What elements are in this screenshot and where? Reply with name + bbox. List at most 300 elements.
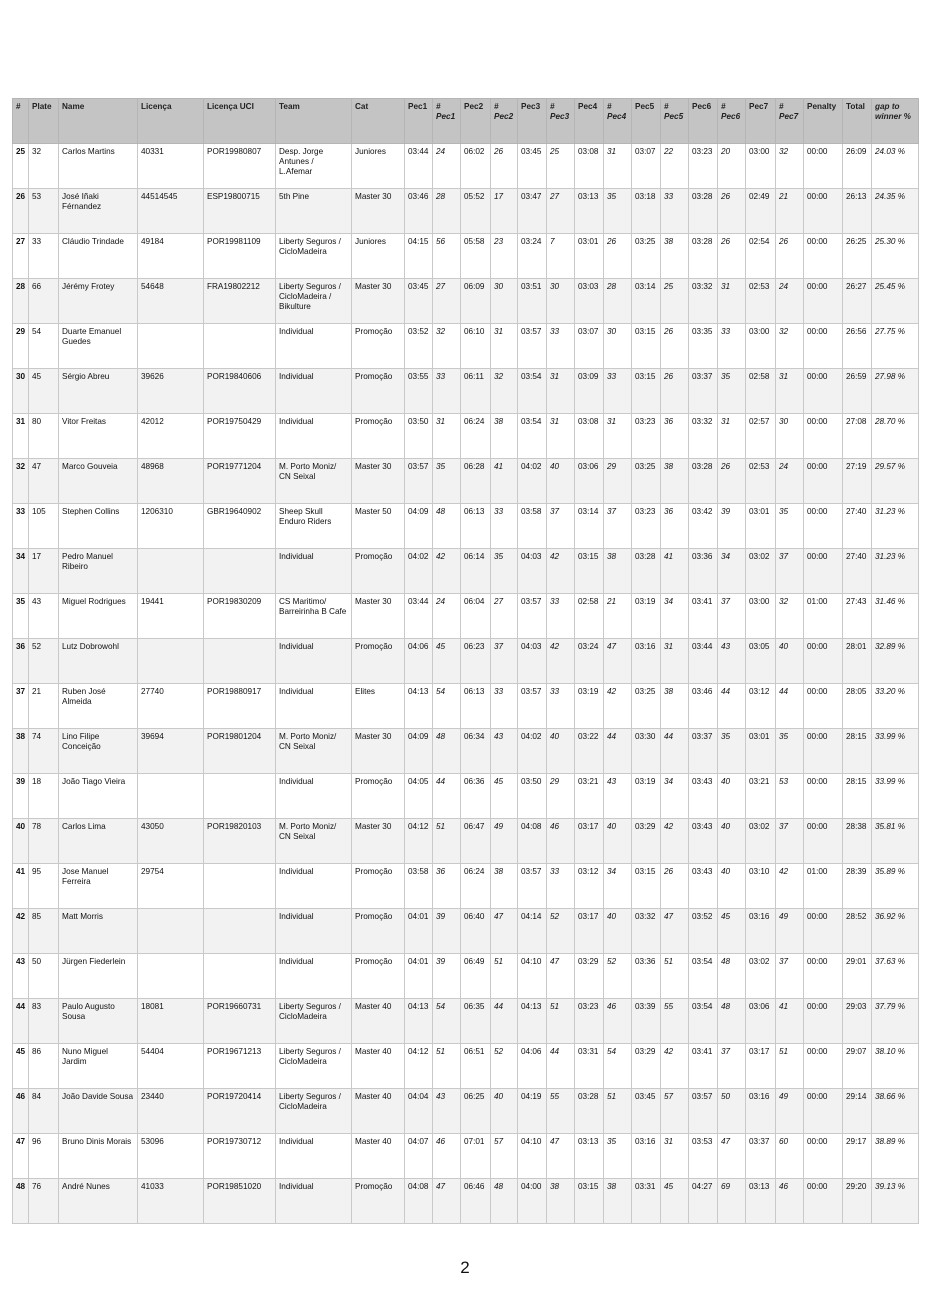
cell-r4: 21 — [604, 594, 632, 639]
column-header-p1: Pec1 — [405, 99, 433, 144]
cell-r4: 46 — [604, 999, 632, 1044]
cell-name: Carlos Martins — [59, 144, 138, 189]
cell-cat: Juniores — [352, 234, 405, 279]
cell-p3: 03:57 — [518, 594, 547, 639]
cell-uci: POR19981109 — [204, 234, 276, 279]
cell-team: Individual — [276, 639, 352, 684]
cell-uci: POR19880917 — [204, 684, 276, 729]
cell-p3: 03:24 — [518, 234, 547, 279]
cell-lic: 43050 — [138, 819, 204, 864]
cell-total: 29:03 — [843, 999, 872, 1044]
cell-r1: 56 — [433, 234, 461, 279]
cell-gap: 37.63 % — [872, 954, 919, 999]
cell-p5: 03:29 — [632, 819, 661, 864]
column-header-r7: # Pec7 — [776, 99, 804, 144]
cell-plate: 53 — [29, 189, 59, 234]
cell-r7: 35 — [776, 504, 804, 549]
cell-r6: 43 — [718, 639, 746, 684]
cell-r4: 28 — [604, 279, 632, 324]
cell-p1: 04:12 — [405, 819, 433, 864]
cell-plate: 66 — [29, 279, 59, 324]
cell-r7: 37 — [776, 954, 804, 999]
cell-r5: 31 — [661, 639, 689, 684]
cell-r7: 40 — [776, 639, 804, 684]
table-row — [13, 144, 919, 189]
cell-name: João Davide Sousa — [59, 1089, 138, 1134]
cell-r7: 31 — [776, 369, 804, 414]
cell-r6: 37 — [718, 594, 746, 639]
cell-p1: 04:07 — [405, 1134, 433, 1179]
cell-pen: 00:00 — [804, 774, 843, 819]
cell-r6: 20 — [718, 144, 746, 189]
cell-gap: 35.89 % — [872, 864, 919, 909]
cell-pen: 01:00 — [804, 594, 843, 639]
cell-name: Jérémy Frotey — [59, 279, 138, 324]
cell-r5: 42 — [661, 819, 689, 864]
cell-p5: 03:39 — [632, 999, 661, 1044]
cell-r7: 41 — [776, 999, 804, 1044]
cell-p6: 03:23 — [689, 144, 718, 189]
cell-plate: 84 — [29, 1089, 59, 1134]
cell-total: 29:17 — [843, 1134, 872, 1179]
cell-p1: 04:15 — [405, 234, 433, 279]
cell-p7: 02:53 — [746, 459, 776, 504]
cell-gap: 38.66 % — [872, 1089, 919, 1134]
cell-team: Sheep Skull Enduro Riders — [276, 504, 352, 549]
cell-p5: 03:32 — [632, 909, 661, 954]
cell-p5: 03:18 — [632, 189, 661, 234]
column-header-cat: Cat — [352, 99, 405, 144]
cell-p1: 04:02 — [405, 549, 433, 594]
cell-team: Individual — [276, 369, 352, 414]
cell-p7: 03:21 — [746, 774, 776, 819]
cell-r7: 21 — [776, 189, 804, 234]
cell-r3: 40 — [547, 729, 575, 774]
cell-name: Lutz Dobrowohl — [59, 639, 138, 684]
cell-lic: 49184 — [138, 234, 204, 279]
cell-p1: 03:44 — [405, 144, 433, 189]
table-row — [13, 954, 919, 999]
cell-gap: 25.30 % — [872, 234, 919, 279]
cell-plate: 47 — [29, 459, 59, 504]
cell-r3: 27 — [547, 189, 575, 234]
table-row — [13, 909, 919, 954]
cell-lic: 44514545 — [138, 189, 204, 234]
cell-p7: 02:58 — [746, 369, 776, 414]
cell-p4: 03:08 — [575, 414, 604, 459]
cell-p2: 06:24 — [461, 864, 491, 909]
cell-p5: 03:16 — [632, 1134, 661, 1179]
cell-r1: 24 — [433, 594, 461, 639]
cell-r5: 34 — [661, 594, 689, 639]
table-row — [13, 1044, 919, 1089]
cell-r5: 26 — [661, 369, 689, 414]
cell-p6: 03:52 — [689, 909, 718, 954]
cell-r4: 26 — [604, 234, 632, 279]
cell-gap: 31.23 % — [872, 549, 919, 594]
cell-p2: 06:36 — [461, 774, 491, 819]
cell-gap: 29.57 % — [872, 459, 919, 504]
cell-pen: 00:00 — [804, 324, 843, 369]
cell-cat: Promoção — [352, 369, 405, 414]
column-header-p3: Pec3 — [518, 99, 547, 144]
cell-r3: 38 — [547, 1179, 575, 1224]
cell-p6: 03:54 — [689, 954, 718, 999]
cell-p1: 04:01 — [405, 954, 433, 999]
cell-r7: 26 — [776, 234, 804, 279]
cell-p3: 03:54 — [518, 414, 547, 459]
table-row — [13, 774, 919, 819]
cell-p7: 03:01 — [746, 504, 776, 549]
cell-lic: 40331 — [138, 144, 204, 189]
cell-p3: 04:03 — [518, 639, 547, 684]
cell-p1: 04:13 — [405, 684, 433, 729]
cell-p2: 06:13 — [461, 504, 491, 549]
column-header-p5: Pec5 — [632, 99, 661, 144]
cell-p2: 06:28 — [461, 459, 491, 504]
cell-r7: 24 — [776, 459, 804, 504]
cell-name: Miguel Rodrigues — [59, 594, 138, 639]
cell-team: Individual — [276, 864, 352, 909]
cell-total: 29:01 — [843, 954, 872, 999]
cell-team: CS Maritimo/ Barreirinha B Cafe — [276, 594, 352, 639]
cell-p2: 05:58 — [461, 234, 491, 279]
cell-r7: 51 — [776, 1044, 804, 1089]
cell-r3: 42 — [547, 549, 575, 594]
cell-name: Carlos Lima — [59, 819, 138, 864]
cell-uci: POR19750429 — [204, 414, 276, 459]
cell-r1: 46 — [433, 1134, 461, 1179]
cell-p2: 06:14 — [461, 549, 491, 594]
cell-r1: 28 — [433, 189, 461, 234]
cell-p6: 03:57 — [689, 1089, 718, 1134]
cell-r4: 47 — [604, 639, 632, 684]
cell-p5: 03:07 — [632, 144, 661, 189]
cell-r7: 37 — [776, 819, 804, 864]
cell-r5: 26 — [661, 324, 689, 369]
cell-p7: 02:57 — [746, 414, 776, 459]
cell-r3: 42 — [547, 639, 575, 684]
cell-p5: 03:15 — [632, 864, 661, 909]
cell-lic: 29754 — [138, 864, 204, 909]
cell-pos: 35 — [13, 594, 29, 639]
cell-total: 27:43 — [843, 594, 872, 639]
cell-total: 29:14 — [843, 1089, 872, 1134]
cell-lic: 39694 — [138, 729, 204, 774]
cell-p7: 03:00 — [746, 144, 776, 189]
cell-r2: 49 — [491, 819, 518, 864]
cell-pen: 00:00 — [804, 1179, 843, 1224]
cell-uci: GBR19640902 — [204, 504, 276, 549]
cell-r7: 53 — [776, 774, 804, 819]
cell-pen: 00:00 — [804, 639, 843, 684]
cell-total: 29:20 — [843, 1179, 872, 1224]
cell-p2: 06:46 — [461, 1179, 491, 1224]
cell-p3: 04:19 — [518, 1089, 547, 1134]
cell-p3: 04:10 — [518, 1134, 547, 1179]
cell-p3: 03:57 — [518, 324, 547, 369]
cell-p6: 03:42 — [689, 504, 718, 549]
cell-total: 28:52 — [843, 909, 872, 954]
cell-r2: 45 — [491, 774, 518, 819]
cell-plate: 105 — [29, 504, 59, 549]
cell-lic — [138, 324, 204, 369]
cell-p2: 06:47 — [461, 819, 491, 864]
cell-p5: 03:23 — [632, 504, 661, 549]
cell-r4: 31 — [604, 414, 632, 459]
cell-lic: 42012 — [138, 414, 204, 459]
cell-r6: 34 — [718, 549, 746, 594]
cell-p3: 04:03 — [518, 549, 547, 594]
cell-r7: 24 — [776, 279, 804, 324]
cell-p4: 03:21 — [575, 774, 604, 819]
cell-lic: 23440 — [138, 1089, 204, 1134]
cell-r5: 34 — [661, 774, 689, 819]
cell-pen: 00:00 — [804, 954, 843, 999]
table-row — [13, 234, 919, 279]
cell-uci: POR19771204 — [204, 459, 276, 504]
cell-p1: 03:50 — [405, 414, 433, 459]
cell-p3: 04:14 — [518, 909, 547, 954]
cell-plate: 74 — [29, 729, 59, 774]
table-row — [13, 819, 919, 864]
cell-r5: 47 — [661, 909, 689, 954]
cell-p7: 03:05 — [746, 639, 776, 684]
cell-r2: 57 — [491, 1134, 518, 1179]
cell-p6: 03:53 — [689, 1134, 718, 1179]
cell-r5: 57 — [661, 1089, 689, 1134]
cell-uci — [204, 774, 276, 819]
cell-p4: 02:58 — [575, 594, 604, 639]
cell-r4: 42 — [604, 684, 632, 729]
cell-r2: 48 — [491, 1179, 518, 1224]
table-row — [13, 189, 919, 234]
cell-r2: 44 — [491, 999, 518, 1044]
cell-p4: 03:24 — [575, 639, 604, 684]
cell-pen: 00:00 — [804, 1089, 843, 1134]
cell-uci: POR19980807 — [204, 144, 276, 189]
cell-team: Individual — [276, 684, 352, 729]
cell-p6: 03:44 — [689, 639, 718, 684]
cell-total: 27:40 — [843, 549, 872, 594]
cell-pos: 41 — [13, 864, 29, 909]
cell-p7: 02:49 — [746, 189, 776, 234]
cell-r2: 30 — [491, 279, 518, 324]
cell-uci: POR19830209 — [204, 594, 276, 639]
cell-p7: 03:02 — [746, 549, 776, 594]
cell-pen: 00:00 — [804, 819, 843, 864]
cell-uci — [204, 954, 276, 999]
cell-cat: Promoção — [352, 909, 405, 954]
cell-name: Jose Manuel Ferreira — [59, 864, 138, 909]
table-row — [13, 504, 919, 549]
cell-cat: Master 40 — [352, 1134, 405, 1179]
cell-pen: 01:00 — [804, 864, 843, 909]
cell-team: M. Porto Moniz/ CN Seixal — [276, 819, 352, 864]
cell-r6: 31 — [718, 414, 746, 459]
cell-plate: 32 — [29, 144, 59, 189]
cell-r6: 45 — [718, 909, 746, 954]
cell-cat: Master 30 — [352, 819, 405, 864]
cell-r4: 40 — [604, 819, 632, 864]
cell-plate: 54 — [29, 324, 59, 369]
cell-r1: 47 — [433, 1179, 461, 1224]
table-row — [13, 369, 919, 414]
cell-r4: 44 — [604, 729, 632, 774]
cell-p2: 06:35 — [461, 999, 491, 1044]
cell-p4: 03:28 — [575, 1089, 604, 1134]
cell-pos: 28 — [13, 279, 29, 324]
cell-p5: 03:28 — [632, 549, 661, 594]
cell-p5: 03:36 — [632, 954, 661, 999]
cell-pen: 00:00 — [804, 909, 843, 954]
column-header-total: Total — [843, 99, 872, 144]
cell-r7: 32 — [776, 594, 804, 639]
cell-p6: 03:32 — [689, 414, 718, 459]
cell-r3: 52 — [547, 909, 575, 954]
cell-r5: 51 — [661, 954, 689, 999]
cell-r6: 40 — [718, 819, 746, 864]
cell-lic: 54404 — [138, 1044, 204, 1089]
cell-r2: 35 — [491, 549, 518, 594]
table-row — [13, 729, 919, 774]
cell-p5: 03:23 — [632, 414, 661, 459]
cell-p3: 03:57 — [518, 864, 547, 909]
cell-pen: 00:00 — [804, 1134, 843, 1179]
cell-total: 29:07 — [843, 1044, 872, 1089]
cell-p2: 06:34 — [461, 729, 491, 774]
cell-plate: 83 — [29, 999, 59, 1044]
cell-r6: 35 — [718, 729, 746, 774]
cell-name: Ruben José Almeida — [59, 684, 138, 729]
cell-p5: 03:29 — [632, 1044, 661, 1089]
cell-r7: 49 — [776, 909, 804, 954]
cell-p1: 04:04 — [405, 1089, 433, 1134]
cell-pen: 00:00 — [804, 144, 843, 189]
cell-total: 27:40 — [843, 504, 872, 549]
cell-r3: 33 — [547, 324, 575, 369]
cell-cat: Master 30 — [352, 189, 405, 234]
cell-p2: 06:09 — [461, 279, 491, 324]
cell-r5: 31 — [661, 1134, 689, 1179]
cell-r3: 37 — [547, 504, 575, 549]
cell-p6: 03:32 — [689, 279, 718, 324]
cell-name: Cláudio Trindade — [59, 234, 138, 279]
cell-p3: 04:13 — [518, 999, 547, 1044]
cell-cat: Elites — [352, 684, 405, 729]
cell-r7: 37 — [776, 549, 804, 594]
cell-total: 27:08 — [843, 414, 872, 459]
cell-r4: 29 — [604, 459, 632, 504]
cell-r1: 32 — [433, 324, 461, 369]
column-header-r4: # Pec4 — [604, 99, 632, 144]
cell-total: 28:01 — [843, 639, 872, 684]
cell-p7: 03:00 — [746, 594, 776, 639]
cell-r5: 45 — [661, 1179, 689, 1224]
cell-p4: 03:13 — [575, 189, 604, 234]
cell-p5: 03:16 — [632, 639, 661, 684]
cell-cat: Promoção — [352, 1179, 405, 1224]
cell-plate: 43 — [29, 594, 59, 639]
cell-lic: 27740 — [138, 684, 204, 729]
cell-team: Individual — [276, 1179, 352, 1224]
cell-pen: 00:00 — [804, 549, 843, 594]
cell-total: 26:25 — [843, 234, 872, 279]
column-header-plate: Plate — [29, 99, 59, 144]
cell-plate: 95 — [29, 864, 59, 909]
cell-team: Individual — [276, 909, 352, 954]
cell-r6: 40 — [718, 774, 746, 819]
cell-team: Desp. Jorge Antunes / L.Afemar — [276, 144, 352, 189]
cell-uci: POR19840606 — [204, 369, 276, 414]
cell-uci: POR19720414 — [204, 1089, 276, 1134]
cell-pos: 42 — [13, 909, 29, 954]
cell-p1: 04:08 — [405, 1179, 433, 1224]
cell-r7: 30 — [776, 414, 804, 459]
cell-cat: Master 30 — [352, 594, 405, 639]
cell-total: 28:15 — [843, 729, 872, 774]
cell-p5: 03:30 — [632, 729, 661, 774]
cell-cat: Promoção — [352, 414, 405, 459]
cell-name: Pedro Manuel Ribeiro — [59, 549, 138, 594]
cell-gap: 33.99 % — [872, 774, 919, 819]
cell-p7: 03:10 — [746, 864, 776, 909]
cell-p1: 03:55 — [405, 369, 433, 414]
cell-lic — [138, 639, 204, 684]
cell-p7: 03:01 — [746, 729, 776, 774]
cell-p4: 03:12 — [575, 864, 604, 909]
page-number: 2 — [460, 1258, 470, 1277]
cell-pos: 29 — [13, 324, 29, 369]
cell-p7: 03:06 — [746, 999, 776, 1044]
cell-r3: 7 — [547, 234, 575, 279]
cell-r6: 39 — [718, 504, 746, 549]
cell-r5: 26 — [661, 864, 689, 909]
cell-name: Matt Morris — [59, 909, 138, 954]
cell-p1: 03:44 — [405, 594, 433, 639]
cell-p5: 03:25 — [632, 459, 661, 504]
cell-pen: 00:00 — [804, 369, 843, 414]
cell-team: Individual — [276, 549, 352, 594]
cell-r7: 32 — [776, 144, 804, 189]
cell-plate: 86 — [29, 1044, 59, 1089]
cell-r5: 36 — [661, 504, 689, 549]
cell-r4: 38 — [604, 549, 632, 594]
cell-r7: 32 — [776, 324, 804, 369]
cell-lic — [138, 954, 204, 999]
column-header-pos: # — [13, 99, 29, 144]
cell-r6: 31 — [718, 279, 746, 324]
cell-p7: 03:17 — [746, 1044, 776, 1089]
cell-p4: 03:14 — [575, 504, 604, 549]
cell-p1: 04:01 — [405, 909, 433, 954]
cell-r1: 43 — [433, 1089, 461, 1134]
cell-pos: 38 — [13, 729, 29, 774]
cell-pos: 25 — [13, 144, 29, 189]
cell-p5: 03:14 — [632, 279, 661, 324]
cell-p3: 03:51 — [518, 279, 547, 324]
cell-cat: Juniores — [352, 144, 405, 189]
cell-p6: 03:28 — [689, 189, 718, 234]
cell-total: 26:56 — [843, 324, 872, 369]
cell-pos: 47 — [13, 1134, 29, 1179]
cell-name: Marco Gouveia — [59, 459, 138, 504]
cell-pos: 34 — [13, 549, 29, 594]
cell-cat: Master 30 — [352, 729, 405, 774]
cell-pos: 27 — [13, 234, 29, 279]
cell-lic — [138, 549, 204, 594]
cell-r4: 37 — [604, 504, 632, 549]
